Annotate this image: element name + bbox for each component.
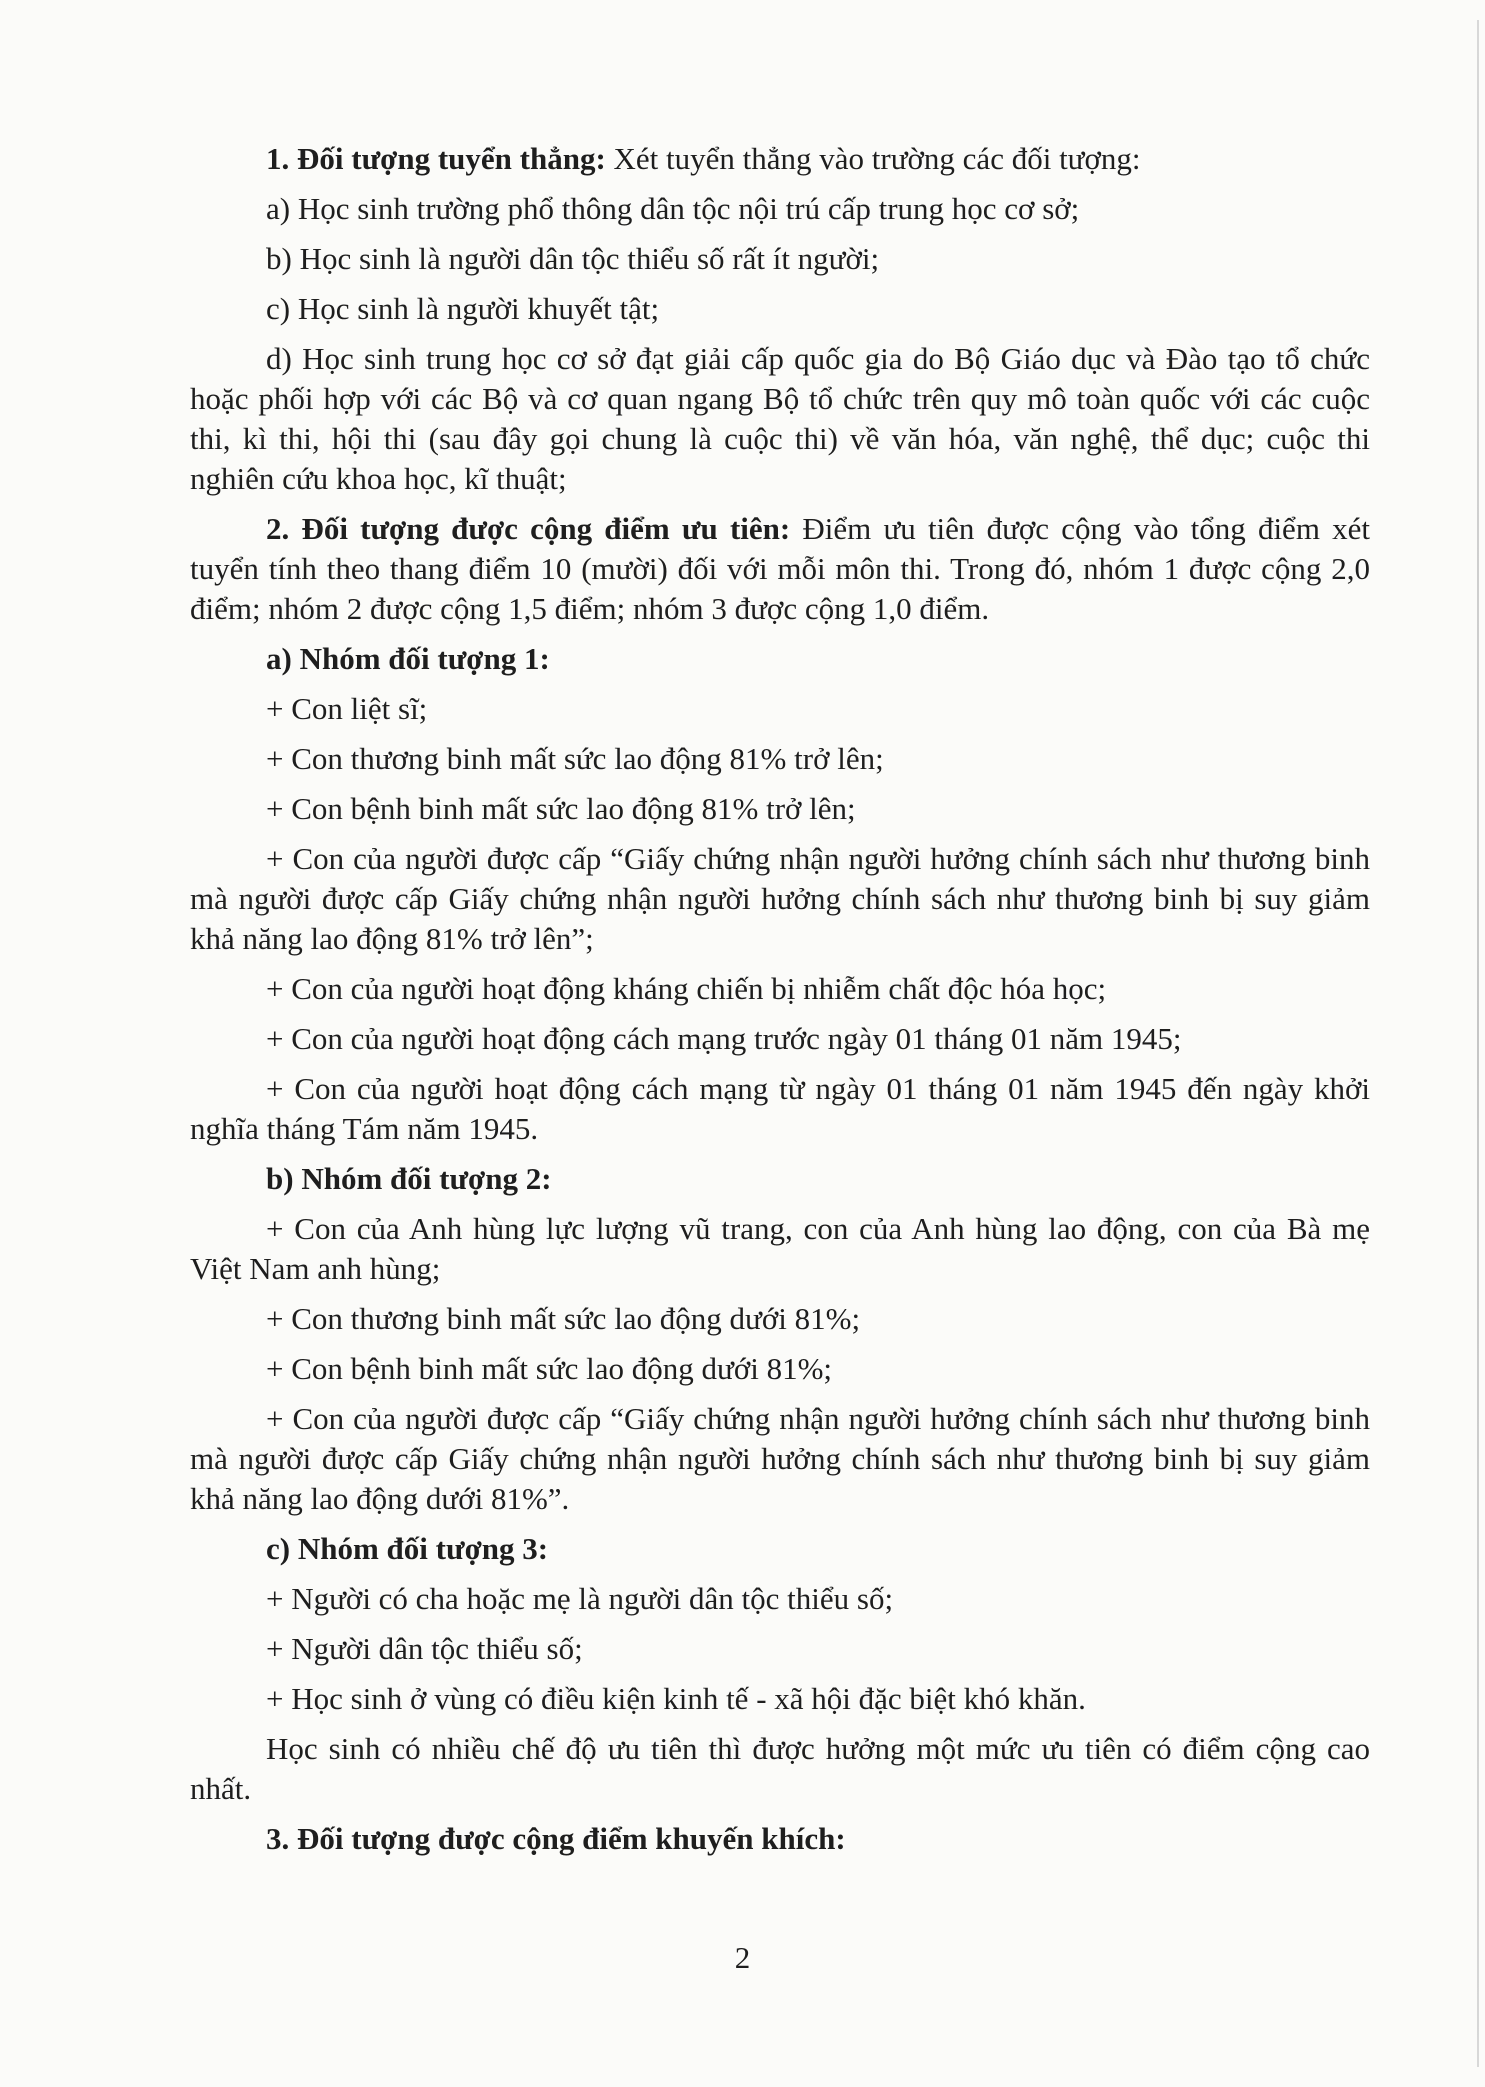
group-1-item: + Con của người hoạt động kháng chiến bị nhiễm chất độc hóa học; (266, 971, 1107, 1006)
priority-note: Học sinh có nhiều chế độ ưu tiên thì được hưởng một mức ưu tiên có điểm cộng cao nhất. (190, 1731, 1370, 1806)
group-1-title-paragraph (190, 639, 1370, 679)
group-1-item: + Con của người hoạt động cách mạng trước ngày 01 tháng 01 năm 1945; (266, 1021, 1182, 1056)
section-1-item-d: d) Học sinh trung học cơ sở đạt giải cấp quốc gia do Bộ Giáo dục và Đào tạo tổ chức hoặc phối hợp với các Bộ và cơ quan ngang Bộ tổ chức trên quy mô toàn quốc với các cuộc thi, kì thi, hội thi (sau đây gọi chung là cuộc thi) về văn hóa, văn nghệ, thể dục; cuộc thi nghiên cứu khoa học, kĩ thuật; (190, 341, 1370, 496)
group-3-item: + Người dân tộc thiểu số; (266, 1631, 583, 1666)
section-2-intro: Điểm ưu tiên được cộng vào tổng điểm xét tuyển tính theo thang điểm 10 (mười) đối với mỗi môn thi. Trong đó, nhóm 1 được cộng 2,0 điểm; nhóm 2 được cộng 1,5 điểm; nhóm 3 được cộng 1,0 điểm. (190, 511, 1370, 626)
section-1-heading: 1. Đối tượng tuyển thẳng: (266, 141, 606, 176)
group-3-title: c) Nhóm đối tượng 3: (266, 1531, 549, 1566)
section-2-heading-paragraph (190, 509, 1370, 629)
group-2-title: b) Nhóm đối tượng 2: (266, 1161, 552, 1196)
document-body (190, 139, 1370, 1869)
section-3-heading: 3. Đối tượng được cộng điểm khuyến khích: (266, 1821, 846, 1856)
section-1-item-b: b) Học sinh là người dân tộc thiểu số rất ít người; (266, 241, 880, 276)
group-3-title-paragraph (190, 1529, 1370, 1569)
group-2-item: + Con của người được cấp “Giấy chứng nhận người hưởng chính sách như thương binh mà người được cấp Giấy chứng nhận người hưởng chính sách như thương binh bị suy giảm khả năng lao động dưới 81%”. (190, 1401, 1370, 1516)
group-2-item: + Con thương binh mất sức lao động dưới 81%; (266, 1301, 861, 1336)
group-2-item: + Con của Anh hùng lực lượng vũ trang, con của Anh hùng lao động, con của Bà mẹ Việt Nam anh hùng; (190, 1211, 1370, 1286)
group-1-item: + Con của người được cấp “Giấy chứng nhận người hưởng chính sách như thương binh mà người được cấp Giấy chứng nhận người hưởng chính sách như thương binh bị suy giảm khả năng lao động 81% trở lên”; (190, 841, 1370, 956)
group-2-item: + Con bệnh binh mất sức lao động dưới 81%; (266, 1351, 833, 1386)
scan-edge-shadow (1477, 20, 1479, 2067)
section-1-item-a: a) Học sinh trường phổ thông dân tộc nội trú cấp trung học cơ sở; (266, 191, 1080, 226)
group-1-item: + Con thương binh mất sức lao động 81% trở lên; (266, 741, 884, 776)
section-3-heading-paragraph (190, 1819, 1370, 1859)
group-1-title: a) Nhóm đối tượng 1: (266, 641, 550, 676)
group-1-item: + Con liệt sĩ; (266, 691, 428, 726)
section-1-heading-paragraph (190, 139, 1370, 179)
section-2-heading: 2. Đối tượng được cộng điểm ưu tiên: (266, 511, 791, 546)
group-1-item: + Con của người hoạt động cách mạng từ ngày 01 tháng 01 năm 1945 đến ngày khởi nghĩa tháng Tám năm 1945. (190, 1071, 1370, 1146)
group-3-item: + Người có cha hoặc mẹ là người dân tộc thiểu số; (266, 1581, 894, 1616)
group-3-item: + Học sinh ở vùng có điều kiện kinh tế - xã hội đặc biệt khó khăn. (266, 1681, 1086, 1716)
page-number: 2 (734, 1940, 751, 1975)
section-1-intro: Xét tuyển thẳng vào trường các đối tượng: (605, 141, 1141, 176)
section-1-item-c: c) Học sinh là người khuyết tật; (266, 291, 660, 326)
group-2-title-paragraph (190, 1159, 1370, 1199)
group-1-item: + Con bệnh binh mất sức lao động 81% trở lên; (266, 791, 856, 826)
